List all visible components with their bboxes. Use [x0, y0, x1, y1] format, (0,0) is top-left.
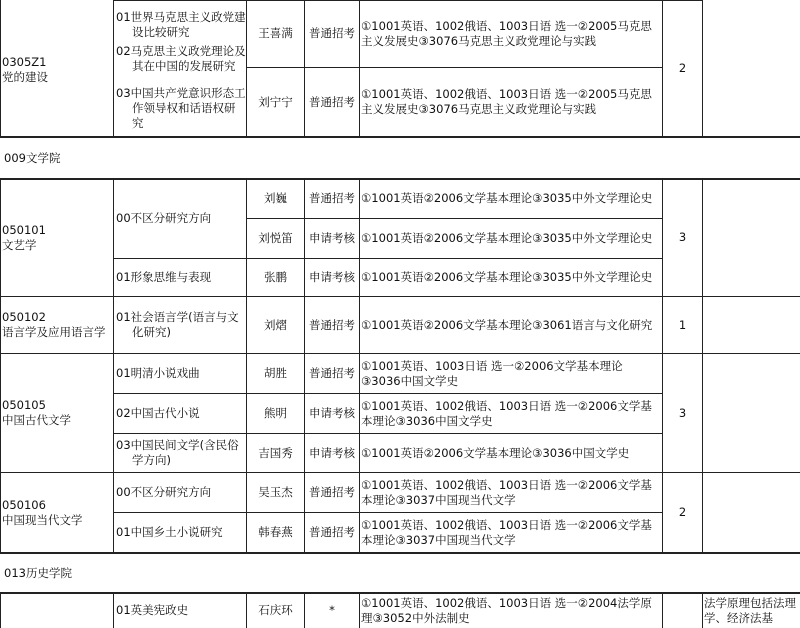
enrollment-quota: 1 — [678, 317, 687, 332]
exam-subjects: ①1001英语②2006文学基本理论③3036中国文学史 — [361, 445, 630, 460]
major-cell: 0305Z1 党的建设 — [2, 55, 48, 84]
major-cell: 050106 中国现当代文学 — [2, 497, 83, 527]
admission-type: 普通招考 — [309, 94, 355, 109]
supervisor-name: 刘悦笛 — [258, 231, 293, 245]
research-direction: 03中国共产党意识形态工作领导权和话语权研究 — [116, 85, 246, 130]
enrollment-quota: 2 — [678, 505, 687, 519]
research-direction: 02马克思主义政党理论及其在中国的发展研究 — [116, 44, 246, 73]
exam-subjects: ①1001英语、1002俄语、1003日语 选一②2006文学基本理论③3037中国现当代文学 — [361, 517, 652, 547]
exam-subjects: ①1001英语、1002俄语、1003日语 选一②2006文学基本理论③3037中国现当代文学 — [361, 477, 652, 507]
major-cell: 050101 文艺学 — [2, 222, 46, 252]
section-header: 013历史学院 — [4, 565, 72, 580]
exam-subjects: ①1001英语、1002俄语、1003日语 选一②2004法学原理③3052中外法制史 — [361, 595, 652, 625]
supervisor-name: 胡胜 — [264, 366, 287, 380]
admission-type: 申请考核 — [309, 406, 355, 420]
exam-subjects: ①1001英语、1002俄语、1003日语 选一②2006文学基本理论③3036中国文学史 — [361, 398, 652, 428]
remarks: 法学原理包括法理学、经济法基 — [704, 595, 796, 625]
supervisor-name: 吴玉杰 — [258, 485, 293, 499]
exam-subjects: ①1001英语②2006文学基本理论③3061语言与文化研究 — [361, 317, 653, 332]
exam-subjects: ①1001英语②2006文学基本理论③3035中外文学理论史 — [361, 270, 653, 284]
major-cell: 050105 中国古代文学 — [2, 398, 71, 427]
enrollment-quota: 2 — [678, 60, 687, 75]
research-direction: 01社会语言学(语言与文化研究) — [116, 310, 239, 339]
supervisor-name: 吉国秀 — [258, 445, 293, 460]
enrollment-quota: 3 — [678, 405, 687, 420]
research-direction: 01英美宪政史 — [116, 603, 189, 617]
research-direction: 00不区分研究方向 — [116, 485, 212, 499]
research-direction: 01中国乡土小说研究 — [116, 525, 223, 539]
exam-subjects: ①1001英语②2006文学基本理论③3035中外文学理论史 — [361, 191, 653, 205]
admission-type: 申请考核 — [309, 445, 355, 460]
supervisor-name: 刘巍 — [264, 191, 287, 205]
major-cell: 050102 语言学及应用语言学 — [2, 310, 106, 339]
section-header: 009文学院 — [4, 150, 61, 165]
research-direction: 01世界马克思主义政党建设比较研究 — [116, 10, 246, 39]
research-direction: 02中国古代小说 — [116, 406, 200, 420]
supervisor-name: 张鹏 — [264, 270, 287, 284]
admission-type: 普通招考 — [309, 317, 355, 332]
research-direction: 01明清小说戏曲 — [116, 366, 200, 380]
research-direction: 03中国民间文学(含民俗学方向) — [116, 438, 239, 467]
research-direction: 00不区分研究方向 — [116, 211, 212, 225]
supervisor-name: 王喜满 — [258, 26, 293, 40]
exam-subjects: ①1001英语、1002俄语、1003日语 选一②2005马克思主义发展史③3076马克思主义政党理论与实践 — [361, 87, 652, 116]
admission-type: 普通招考 — [309, 525, 355, 539]
enrollment-quota: 3 — [678, 230, 687, 244]
supervisor-name: 刘熠 — [264, 317, 287, 332]
exam-subjects: ①1001英语②2006文学基本理论③3035中外文学理论史 — [361, 231, 653, 245]
admission-type: 普通招考 — [309, 366, 355, 380]
admission-type: 普通招考 — [309, 191, 355, 205]
exam-subjects: ①1001英语、1002俄语、1003日语 选一②2005马克思主义发展史③3076马克思主义政党理论与实践 — [361, 18, 652, 48]
admission-type: 普通招考 — [309, 26, 355, 40]
admission-type: 申请考核 — [309, 231, 355, 245]
supervisor-name: 刘宁宁 — [258, 94, 293, 109]
admission-type: 普通招考 — [309, 485, 355, 499]
research-direction: 01形象思维与表现 — [116, 270, 212, 284]
supervisor-name: 熊明 — [264, 406, 287, 420]
admission-type: 申请考核 — [309, 270, 355, 284]
admission-type: * — [329, 603, 335, 617]
exam-subjects: ①1001英语、1003日语 选一②2006文学基本理论③3036中国文学史 — [361, 358, 623, 388]
supervisor-name: 韩春燕 — [258, 525, 293, 539]
supervisor-name: 石庆环 — [258, 603, 293, 617]
